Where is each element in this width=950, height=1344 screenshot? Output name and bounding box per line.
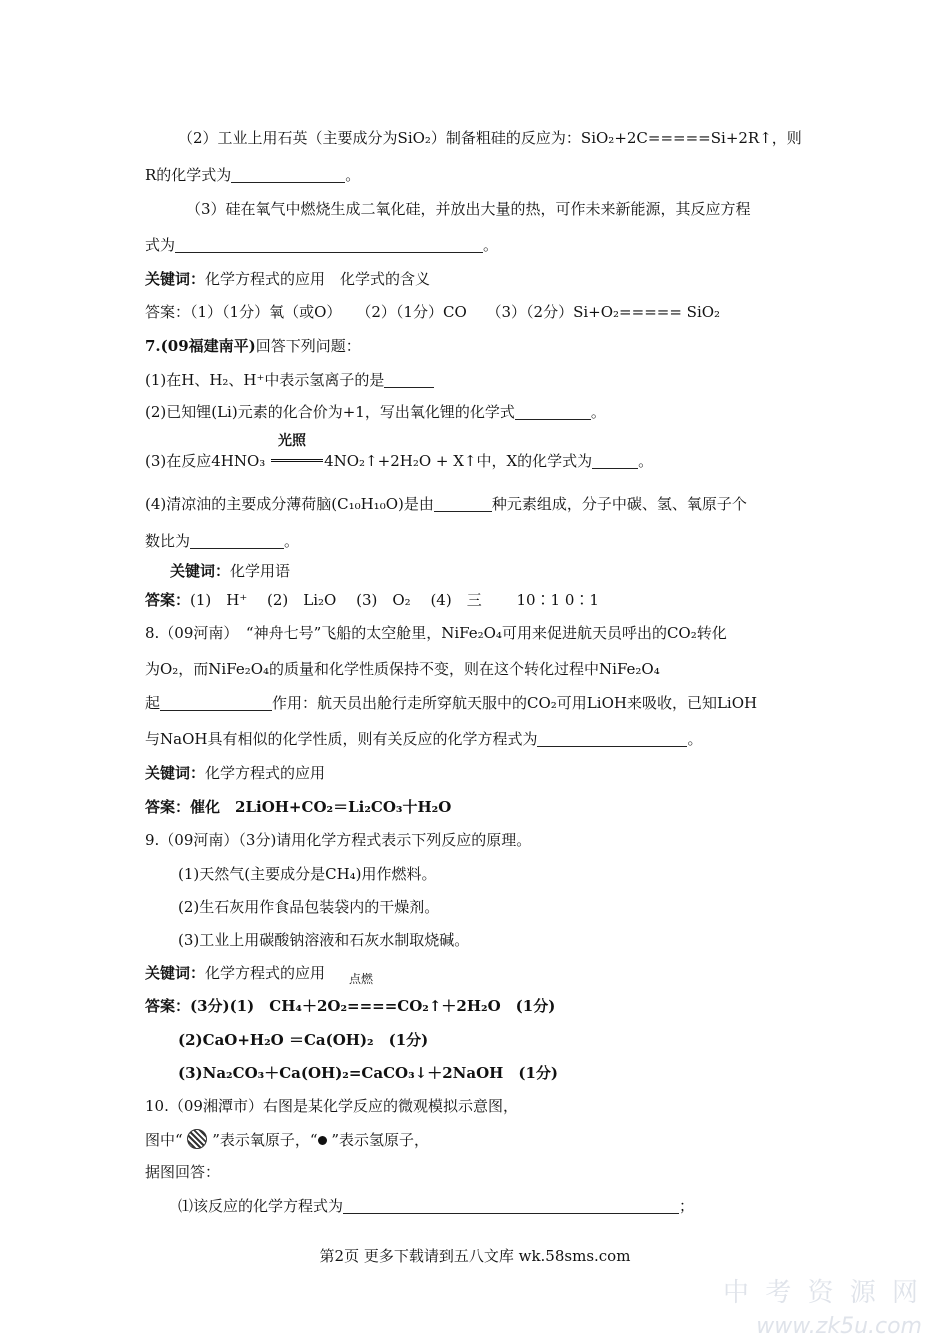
answer-blank[interactable] [592,453,638,469]
keyword-text: 化学方程式的应用 化学式的含义 [205,270,431,288]
hydrogen-atom-icon [318,1136,327,1145]
page-footer: 第2页 更多下载请到五八文库 wk.58sms.com [319,1247,631,1265]
answer-text: 催化 2LiOH+CO₂＝Li₂CO₃十H₂O [190,798,452,816]
q7-sub4-text-c: 数比为 [145,532,191,550]
answer-blank[interactable] [537,731,687,747]
answer-blank[interactable] [434,496,492,512]
q10-sub1-end: ； [679,1197,695,1215]
reaction-condition-light: 光照 [278,433,306,449]
answer-blank[interactable] [515,404,591,420]
keyword-label: 关键词： [145,270,206,288]
oxygen-atom-icon [187,1129,207,1149]
q7-sub4-text-a: (4)清凉油的主要成分薄荷脑(C₁₀H₁₀O)是由 [145,495,434,513]
q10-legend-a: 图中“ [145,1131,183,1149]
reaction-equals-sign [271,459,323,462]
q8-line4-end: 。 [687,730,703,748]
keyword-label: 关键词： [170,562,231,580]
keyword-label: 关键词： [145,964,206,982]
q10-sub1 [178,1196,694,1216]
q7-sub3-text-b: 4NO₂↑+2H₂O + X↑中，X的化学式为 [324,452,593,470]
q7-sub3 [145,451,653,471]
q9-title: 9.（09河南）（3分)请用化学方程式表示下列反应的原理。 [145,831,532,849]
q8-keywords [145,763,325,783]
q10-title: 10.（09湘潭市）右图是某化学反应的微观模拟示意图， [145,1097,518,1115]
q8-answer [145,797,451,817]
q6-answer: 答案：（1）（1分）氧（或O） （2）（1分）CO （3）（2分）Si+O₂===== SiO₂ [145,303,721,321]
q9-sub3: (3)工业上用碳酸钠溶液和石灰水制取烧碱。 [178,931,470,949]
watermark-url: www.zk5u.com [756,1314,922,1339]
q8-line3-b: 作用：航天员出舱行走所穿航天服中的CO₂可用LiOH来吸收，已知LiOH [272,694,758,712]
q7-number: 7.(09福建南平) [145,337,256,355]
q6-part3-prompt: 式为 [145,236,176,254]
keyword-label: 关键词： [145,764,206,782]
q7-sub1-text: (1)在H、H₂、H⁺中表示氢离子的是 [145,371,385,389]
q7-sub4-line1 [145,494,747,514]
answer-blank[interactable] [175,237,483,253]
answer-blank[interactable] [343,1198,679,1214]
q7-sub3-text-a: (3)在反应4HNO₃ [145,452,271,470]
q8-line1: 8.（09河南） “神舟七号”飞船的太空舱里，NiFe₂O₄可用来促进航天员呼出的CO₂转化 [145,624,727,642]
q9-answer-2: (2)CaO+H₂O ＝Ca(OH)₂ (1分) [178,1031,429,1049]
q9-keywords [145,963,325,983]
q6-part2-end: 。 [345,166,361,184]
keyword-text: 化学用语 [230,562,291,580]
q6-part3-line2 [145,235,498,255]
watermark-title: 中 考 资 源 网 [722,1278,922,1308]
q7-sub4-line2 [145,531,299,551]
q7-title [145,336,361,356]
q7-sub1 [145,370,434,390]
q8-line4-a: 与NaOH具有相似的化学性质，则有关反应的化学方程式为 [145,730,538,748]
q6-part2-prompt: R的化学式为 [145,166,232,184]
q9-sub2: (2)生石灰用作食品包装袋内的干燥剂。 [178,898,440,916]
q10-sub1-text: ⑴该反应的化学方程式为 [178,1197,344,1215]
reaction-condition-ignite: 点燃 [349,972,374,986]
answer-blank[interactable] [384,372,434,388]
q7-sub2-end: 。 [590,403,606,421]
q7-instruction: 回答下列问题： [255,337,361,355]
keyword-text: 化学方程式的应用 [205,764,326,782]
answer-blank[interactable] [231,167,345,183]
answer-blank[interactable] [160,695,272,711]
q10-legend-c: ”表示氢原子， [331,1131,430,1149]
q7-sub4-text-b: 种元素组成，分子中碳、氢、氧原子个 [491,495,747,513]
q6-keywords [145,269,430,289]
keyword-text: 化学方程式的应用 [205,964,326,982]
q6-part2-line2 [145,165,360,185]
q10-legend-b: ”表示氧原子，“ [212,1131,318,1149]
q8-line3-a: 起 [145,694,161,712]
q9-answer-1: 答案：(3分)(1) CH₄＋2O₂====CO₂↑＋2H₂O (1分) [145,997,556,1015]
q8-line3 [145,693,757,713]
q10-prompt: 据图回答： [145,1163,221,1181]
q6-part3-end: 。 [483,236,499,254]
q9-sub1: (1)天然气(主要成分是CH₄)用作燃料。 [178,865,437,883]
answer-label: 答案： [145,798,191,816]
answer-text: (1) H⁺ (2) Li₂O (3) O₂ (4) 三 10∶1 0∶1 [190,591,599,609]
q10-legend [145,1129,429,1150]
q6-part2-line1: （2）工业上用石英（主要成分为SiO₂）制备粗硅的反应为：SiO₂+2C=====Si+2R↑，则 [178,129,802,147]
answer-blank[interactable] [190,533,284,549]
answer-label: 答案： [145,591,191,609]
q7-sub2 [145,402,606,422]
q7-sub2-text: (2)已知锂(Li)元素的化合价为+1，写出氧化锂的化学式 [145,403,515,421]
q8-line4 [145,729,702,749]
q7-keywords [170,561,290,581]
q7-sub4-end: 。 [284,532,300,550]
q8-line2: 为O₂，而NiFe₂O₄的质量和化学性质保持不变，则在这个转化过程中NiFe₂O₄ [145,660,660,678]
q7-answer [145,590,599,610]
q9-answer-3: (3)Na₂CO₃＋Ca(OH)₂=CaCO₃↓＋2NaOH (1分) [178,1064,558,1082]
q7-sub3-end: 。 [638,452,654,470]
q6-part3-line1: （3）硅在氧气中燃烧生成二氧化硅，并放出大量的热，可作未来新能源，其反应方程 [186,200,751,218]
